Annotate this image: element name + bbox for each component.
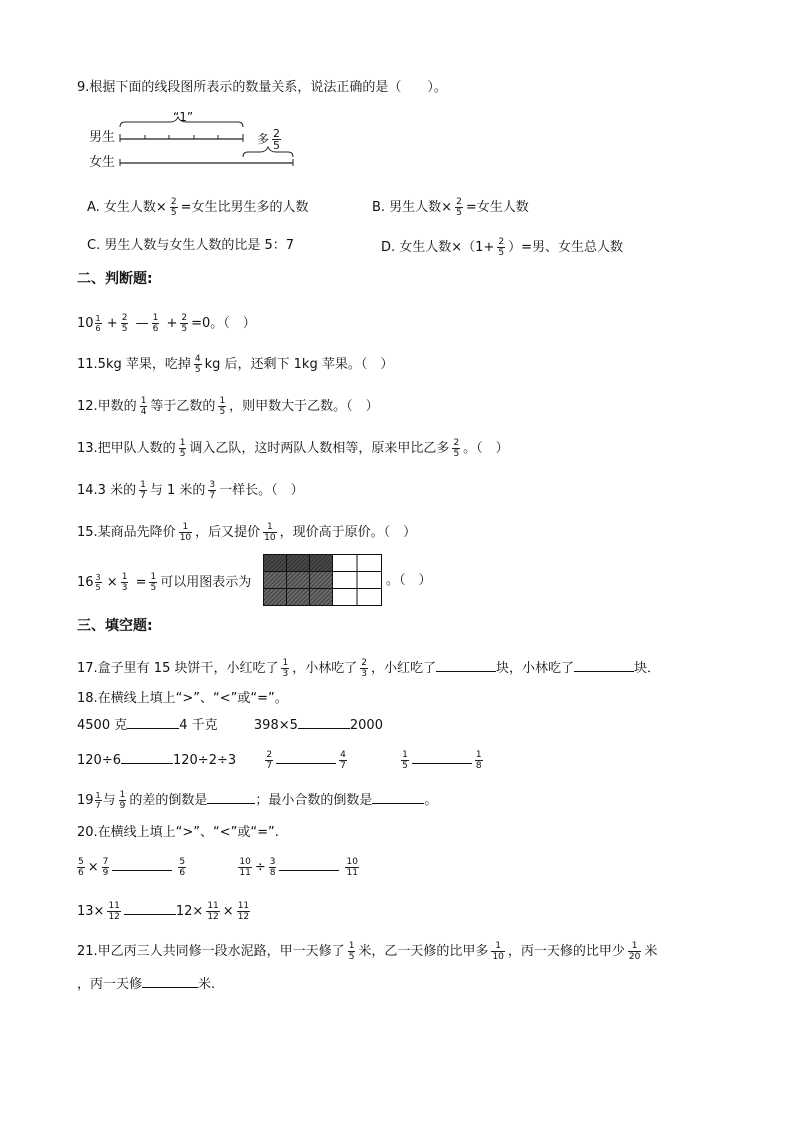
q16-tail: 。（ ） [386, 573, 432, 588]
q20-blank-2[interactable] [279, 858, 339, 871]
q21-line-1: 21.甲乙丙三人共同修一段水泥路，甲一天修了 $\frac{1}{5}$ 米，乙一天修的比甲多 $\frac{1}{10}$ ，丙一天修的比甲少 $\frac{1}{20}$ 米 [77, 941, 658, 962]
q20-row-2: 13× $\frac{11}{12}$ 12× $\frac{11}{12}$ × $\frac{11}{12}$ [77, 901, 250, 922]
q18-blank-2[interactable] [298, 716, 350, 729]
q16: 16 $\frac{3}{5}$ × $\frac{1}{3}$ = $\frac{1}{5}$ 可以用图表示为 [77, 572, 252, 593]
q18-row-2: 120÷6 120÷2÷3 $\frac{2}{7}$ $\frac{4}{7}$ $\frac{1}{5}$ $\frac{1}{8}$ [77, 750, 482, 771]
q18-row-1: 4500 克 4 千克 398×5 2000 [77, 718, 383, 733]
q18-blank-3[interactable] [121, 751, 173, 764]
segment-diagram-lines [110, 115, 300, 170]
q15: 15.某商品先降价 $\frac{1}{10}$ ，后又提价 $\frac{1}{10}$ ，现价高于原价。（ ） [77, 522, 417, 543]
q12: 12.甲数的 $\frac{1}{4}$ 等于乙数的 $\frac{1}{5}$ ，则甲数大于乙数。（ ） [77, 396, 379, 417]
q16-fraction-grid [263, 554, 383, 607]
q18-stem: 18.在横线上填上“>”、“<”或“=”。 [77, 691, 288, 706]
q19: 19 $\frac{1}{7}$ 与 $\frac{1}{9}$ 的差的倒数是 ；最小合数的倒数是 。 [77, 790, 438, 811]
q9-stem: 9.根据下面的线段图所表示的数量关系，说法正确的是（ ）。 [77, 80, 447, 95]
q18-blank-5[interactable] [412, 751, 472, 764]
q18-blank-1[interactable] [127, 716, 179, 729]
q17-blank-2[interactable] [574, 659, 634, 672]
q18-blank-4[interactable] [276, 751, 336, 764]
q19-blank-1[interactable] [207, 791, 255, 804]
q21-line-2: ，丙一天修 米. [77, 977, 216, 992]
q10: 10 $\frac{1}{6}$ + $\frac{2}{5}$ — $\frac{1}{6}$ + $\frac{2}{5}$ =0。（ ） [77, 313, 256, 334]
q20-blank-1[interactable] [112, 858, 172, 871]
q9-option-c: C. 男生人数与女生人数的比是 5：7 [87, 238, 295, 253]
q9-option-b: B. 男生人数× $\frac{2}{5}$ =女生人数 [372, 197, 529, 218]
q9-option-a: A. 女生人数× $\frac{2}{5}$ =女生比男生多的人数 [87, 197, 309, 218]
q17: 17.盒子里有 15 块饼干，小红吃了 $\frac{1}{3}$ ，小林吃了 $\frac{2}{3}$ ，小红吃了 块，小林吃了 块． [77, 658, 661, 679]
girls-label: 女生 [89, 155, 116, 170]
q20-row-1: $\frac{5}{6}$ × $\frac{7}{9}$ $\frac{5}{6}$ $\frac{10}{11}$ ÷ $\frac{3}{8}$ $\frac{10}{11}$ [78, 857, 358, 878]
section-fill-title: 三、填空题: [77, 618, 153, 634]
q13: 13.把甲队人数的 $\frac{1}{5}$ 调入乙队，这时两队人数相等，原来甲比乙多 $\frac{2}{5}$ 。（ ） [77, 438, 509, 459]
more-label: 多 $\frac{2}{5}$ [257, 127, 281, 152]
one-label: “1” [173, 110, 194, 124]
q19-blank-2[interactable] [372, 791, 424, 804]
q17-blank-1[interactable] [436, 659, 496, 672]
q21-blank[interactable] [142, 975, 198, 988]
boys-label: 男生 [89, 130, 116, 145]
q20-blank-3[interactable] [124, 902, 176, 915]
q14: 14.3 米的 $\frac{1}{7}$ 与 1 米的 $\frac{3}{7}$ 一样长。（ ） [77, 480, 304, 501]
q20-stem: 20.在横线上填上“>”、“<”或“=”. [77, 825, 279, 840]
section-judgment-title: 二、判断题: [77, 271, 153, 287]
q11: 11.5kg 苹果，吃掉 $\frac{4}{5}$ kg 后，还剩下 1kg 苹果。（ ） [77, 354, 394, 375]
q9-option-d: D. 女生人数×（1+ $\frac{2}{5}$ ）=男、女生总人数 [381, 237, 623, 258]
